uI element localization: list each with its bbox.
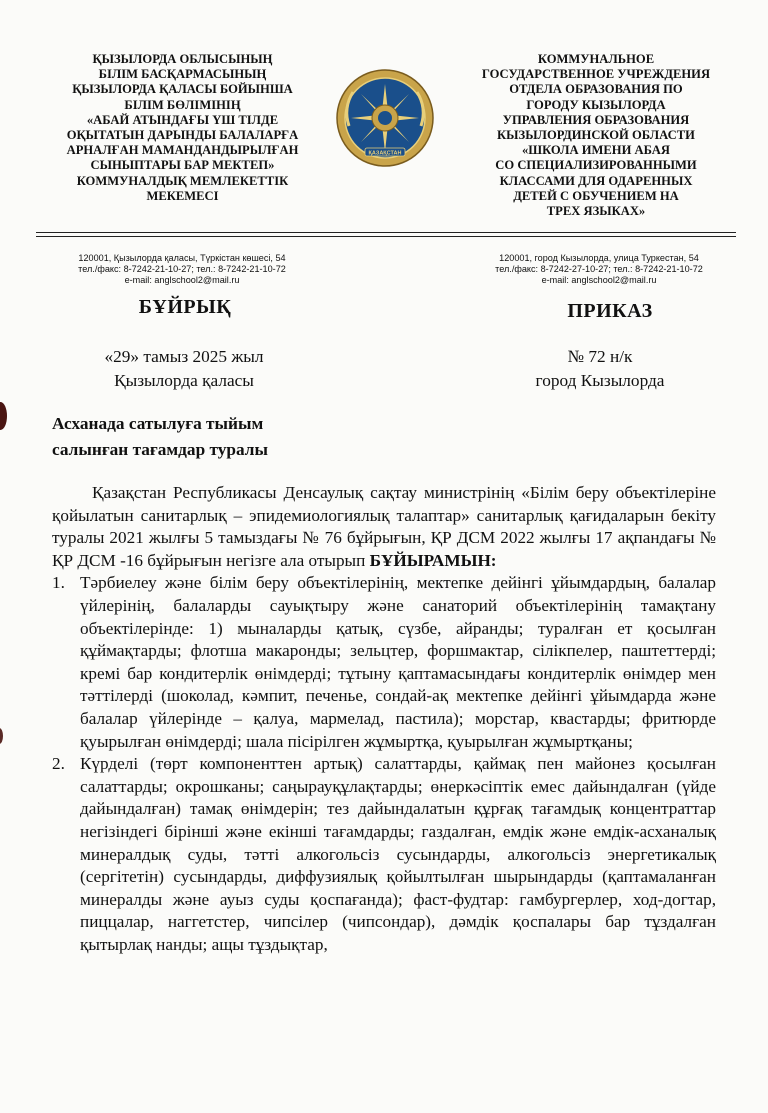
document-place: Қызылорда қаласы	[114, 371, 254, 390]
header-line: ТРЕХ ЯЗЫКАХ»	[546, 204, 646, 219]
address-line: 120001, Қызылорда қаласы, Түркістан көшесі, 54	[78, 253, 286, 263]
header-line: ОТДЕЛА ОБРАЗОВАНИЯ ПО	[509, 82, 683, 97]
address-phone: тел./факс: 8-7242-21-10-27; тел.: 8-7242-21-10-72	[78, 264, 286, 274]
emblem-text: ҚАЗАҚСТАН	[368, 150, 402, 157]
subject-line: Асханада сатылуға тыйым	[52, 414, 264, 433]
date-place-kazakh	[68, 345, 300, 393]
address-line: 120001, город Кызылорда, улица Туркестан, 54	[499, 253, 699, 263]
document-number: № 72 н/к	[567, 347, 633, 366]
header-line: ГОСУДАРСТВЕННОЕ УЧРЕЖДЕНИЯ	[481, 67, 711, 82]
header-divider-thin	[36, 236, 736, 237]
header-divider	[36, 232, 736, 233]
header-line: ГОРОДУ КЫЗЫЛОРДА	[526, 97, 666, 112]
header-line: ОҚЫТАТЫН ДАРЫНДЫ БАЛАЛАРҒА	[66, 128, 299, 143]
doc-type-kazakh: БҰЙРЫҚ	[138, 296, 232, 318]
order-items	[52, 572, 716, 956]
item-text: Күрделі (төрт компоненттен артық) салаттарды, қаймақ пен майонез қосылған салаттарды; окрошканы; саңырауқұлақтарды; өнеркәсіптік емес дайындалған (үйде дайындалған) тамақ өнімдерін; тез дайындалатын құрғақ тағамдық концентраттар негізіндегі бірінші және екінші тағамдарды; газдалған, емдік және емдік-асханалық минералдық суды, тәтті алкогольсіз сусындарды, алкогольсіз энергетикалық (сергітетін) сусындарды, диффузиялық қойылтылған шырындарды (қаптамаланған минералды және ауыз суды қоспағанда); фаст-фудтар: гамбургерлер, ход-догтар, пиццалар, наггетстер, чипсілер (чипсондар), дәмдік қоспалары бар тұздалған қытырлақ нанды; ащы тұздықтар,	[80, 754, 716, 954]
subject-line: салынған тағамдар туралы	[52, 440, 268, 459]
header-line: АРНАЛҒАН МАМАНДАНДЫРЫЛҒАН	[66, 143, 299, 158]
header-line: СЫНЫПТАРЫ БАР МЕКТЕП»	[90, 158, 275, 173]
list-item	[52, 572, 716, 753]
address-email: e-mail: anglschool2@mail.ru	[541, 275, 657, 285]
header-line: БІЛІМ БӨЛІМІНІҢ	[124, 97, 241, 112]
header-line: КОММУНАЛЬНОЕ	[537, 52, 655, 66]
item-number: 1.	[52, 573, 65, 593]
address-kazakh	[48, 253, 316, 286]
list-item	[52, 753, 716, 956]
header-line: КЛАССАМИ ДЛЯ ОДАРЕННЫХ	[499, 173, 693, 188]
header-line: ДЕТЕЙ С ОБУЧЕНИЕМ НА	[513, 188, 679, 203]
header-russian	[462, 52, 730, 219]
header-line: КЫЗЫЛОРДИНСКОЙ ОБЛАСТИ	[497, 128, 695, 143]
header-line: ҚЫЗЫЛОРДА ҚАЛАСЫ БОЙЫНША	[72, 82, 293, 97]
doc-type-russian: ПРИКАЗ	[567, 300, 653, 322]
address-russian	[460, 253, 738, 286]
address-email: e-mail: anglschool2@mail.ru	[124, 275, 240, 285]
header-line: КОММУНАЛДЫҚ МЕМЛЕКЕТТІК	[76, 173, 289, 188]
document-place: город Кызылорда	[535, 371, 665, 390]
binder-hole-mark	[0, 402, 7, 430]
intro-text: Қазақстан Республикасы Денсаулық сақтау министрінің «Білім беру объектілеріне қойылатын санитарлық – эпидемиологиялық талаптар» санитарлық қағидаларын бекіту туралы 2021 жылғы 5 тамыздағы № 76 бұйрығын, ҚР ДСМ 2022 жылғы 17 ақпандағы № ҚР ДСМ -16 бұйрығын негізге ала отырып	[52, 483, 716, 570]
document-body	[52, 482, 716, 956]
header-line: «ШКОЛА ИМЕНИ АБАЯ	[521, 143, 670, 158]
header-line: «АБАЙ АТЫНДАҒЫ ҮШ ТІЛДЕ	[86, 112, 279, 127]
item-text: Тәрбиелеу және білім беру объектілерінің, мектепке дейінгі ұйымдардың, балалар үйлерінің, балаларды сауықтыру және санаторий объектілерінің тамақтану объектілерінде: 1) мыналарды қатық, сүзбе, айранды; туралған ет қосылған құймақтарды; флотша макаронды; зельцтер, форшмактар, сілікпелер, паштеттерді; кремі бар кондитерлік өнімдерді; тұтыну қаптамасындағы кондитерлік өнімдер мен тәттілерді (шоколад, кәмпит, печенье, сондай-ақ мектепке дейінгі ұйымдарда және балалар үйлерінде – қалуа, мармелад, пастила); морстар, квастарды; фритюрде қуырылған өнімдерді; шала пісірілген жұмыртқа, қуырылған жұмыртқаны;	[80, 573, 716, 751]
document-date: «29» тамыз 2025 жыл	[104, 347, 264, 366]
address-phone: тел./факс: 8-7242-27-10-27; тел.: 8-7242-21-10-72	[495, 264, 703, 274]
header-line: СО СПЕЦИАЛИЗИРОВАННЫМИ	[495, 158, 697, 173]
header-kazakh	[55, 52, 310, 204]
intro-paragraph	[52, 482, 716, 572]
header-line: МЕКЕМЕСІ	[146, 188, 219, 203]
order-keyword: БҰЙЫРАМЫН:	[369, 550, 497, 570]
state-emblem-icon	[335, 68, 435, 168]
binder-hole-mark	[0, 728, 3, 744]
item-number: 2.	[52, 754, 65, 774]
header-line: ҚЫЗЫЛОРДА ОБЛЫСЫНЫҢ	[92, 52, 273, 66]
number-place-russian	[480, 345, 720, 393]
header-line: БІЛІМ БАСҚАРМАСЫНЫҢ	[98, 67, 267, 82]
header-line: УПРАВЛЕНИЯ ОБРАЗОВАНИЯ	[502, 112, 690, 127]
document-subject	[52, 411, 352, 463]
